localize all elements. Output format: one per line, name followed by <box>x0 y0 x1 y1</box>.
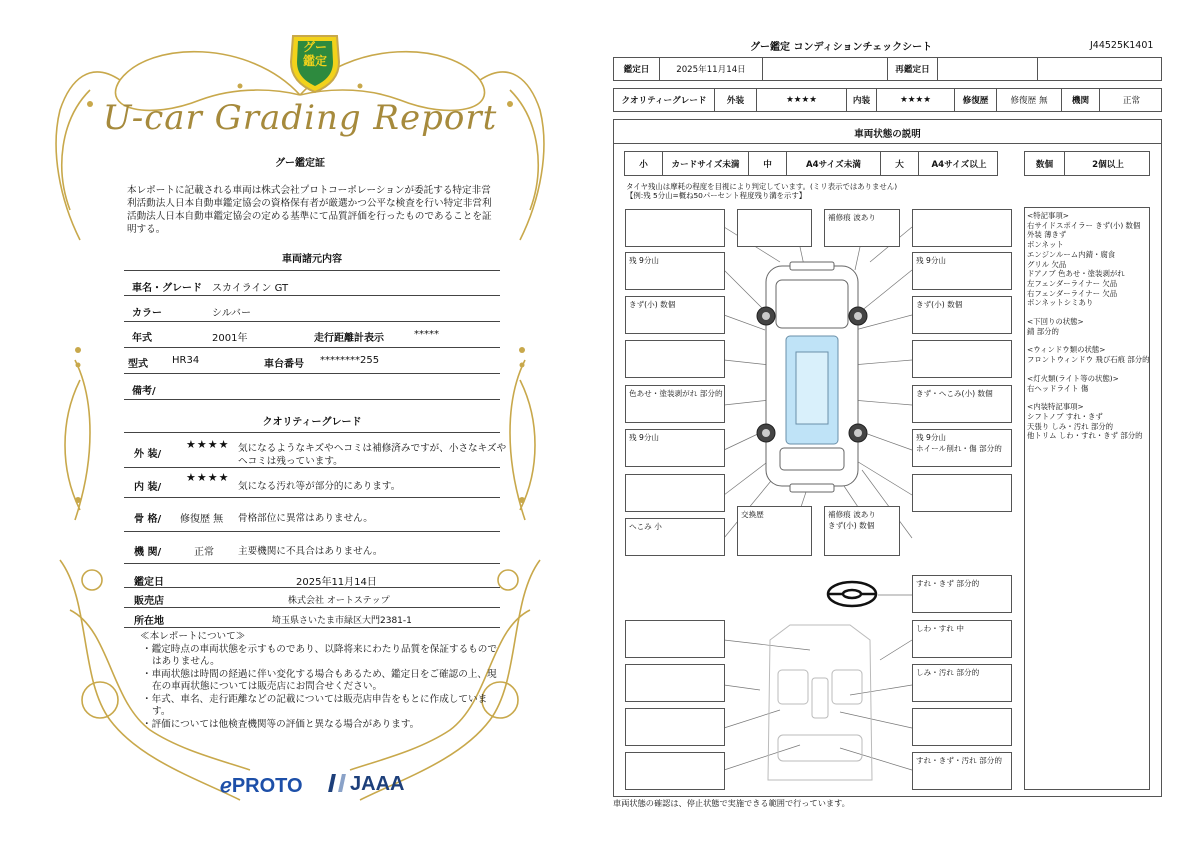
legend-small-desc: カードサイズ未満 <box>663 152 749 175</box>
note-item: ・鑑定時点の車両状態を示すものであり、以降将来にわたり品質を保証するものではありません。 <box>142 643 497 667</box>
quality-section-title: クオリティーグレード <box>262 417 362 428</box>
int-stars: ★★★★ <box>877 89 955 111</box>
damage-box-left-7: へこみ 小 <box>625 518 725 556</box>
document-id: J44525K1401 <box>1090 40 1154 51</box>
spec-chassis-label: 車台番号 <box>264 359 304 370</box>
damage-box-interior-left-3 <box>625 708 725 746</box>
specs-section-title: 車両諸元内容 <box>282 254 342 265</box>
damage-box-front-center-right: 補修痕 波あり <box>824 209 900 247</box>
spec-year-label: 年式 <box>132 333 152 344</box>
damage-box-left-4: 色あせ・塗装剥がれ 部分的 <box>625 385 725 423</box>
damage-box-interior-right-3 <box>912 708 1012 746</box>
date-label: 鑑定日 <box>614 58 660 80</box>
quality-interior-text: 気になる汚れ等が部分的にあります。 <box>238 481 401 492</box>
quality-engine-value: 正常 <box>194 547 214 558</box>
damage-box-rear-center-left: 交換歴 <box>737 506 812 556</box>
special-notes: <特記事項> 右サイドスポイラー きず(小) 数個 外装 薄きず ボンネット エンジンルーム内錆・腐食 グリル 欠品 ドアノブ 色あせ・塗装剥がれ 左フェンダーライナー 欠品 右フェンダーライナー 欠品 ボンネットシミあり <下回りの状態> 錆 部分的 <ウィンドウ類の状態> フロントウィンドウ 飛び石痕 部分的 <灯火類(ライト等の状態)> 右ヘッドライト 傷 <内装特記事項> シフトノブ すれ・きず 天張り しみ・汚れ 部分的 他トリム しわ・すれ・きず 部分的 <box>1027 211 1150 441</box>
spec-remarks-label: 備考/ <box>132 386 156 397</box>
spec-name-value: スカイライン GT <box>212 283 289 294</box>
spec-model-value: HR34 <box>172 355 200 366</box>
damage-box-interior-right-1: しわ・すれ 中 <box>912 620 1012 658</box>
info-date-label: 鑑定日 <box>134 577 164 588</box>
damage-box-steering: すれ・きず 部分的 <box>912 575 1012 613</box>
notes-title: ≪本レポートについて≫ <box>140 631 246 642</box>
spec-model-label: 型式 <box>128 359 148 370</box>
quality-engine-label: 機 関/ <box>134 547 162 558</box>
damage-box-interior-left-2 <box>625 664 725 702</box>
steering-wheel-icon <box>828 582 876 606</box>
spec-mileage-value: ***** <box>414 329 439 340</box>
quality-engine-text: 主要機関に不具合はありません。 <box>238 546 383 557</box>
damage-box-interior-left-4 <box>625 752 725 790</box>
spec-mileage-label: 走行距離計表示 <box>314 333 384 344</box>
tire-note-2: 【例:残 5分山=概ね50パーセント程度残り溝を示す】 <box>626 191 807 200</box>
quality-row-interior <box>124 468 500 498</box>
spec-chassis-value: ********255 <box>320 355 380 366</box>
damage-box-tire-rear-left: 残 9分山 <box>625 429 725 467</box>
note-item: ・年式、車名、走行距離などの記載については販売店申告をもとに作成しています。 <box>142 693 488 717</box>
spec-row-year <box>124 322 500 348</box>
certificate-text: 本レポートに記載される車両は株式会社プロトコーポレーションが委託する特定非営利活動法人日本自動車鑑定協会の資格保有者が厳選かつ公平な検査を行い特定非営利活動法人日本自動車鑑定協会の定める基準にて品質評価を行ったものであることを証明する。 <box>127 185 492 235</box>
quality-row-frame <box>124 498 500 532</box>
description-title: 車両状態の説明 <box>854 129 921 140</box>
damage-box-tire-front-right: 残 9分山 <box>912 252 1012 290</box>
damage-box-interior-right-2: しみ・汚れ 部分的 <box>912 664 1012 702</box>
spec-color-label: カラー <box>132 308 162 319</box>
reinspect-date-label: 再鑑定日 <box>888 58 938 80</box>
damage-box-right-6 <box>912 474 1012 512</box>
info-address-label: 所在地 <box>134 616 164 627</box>
condition-check-sheet <box>600 0 1200 848</box>
damage-box-left-3 <box>625 340 725 378</box>
damage-box-right-4: きず・へこみ(小) 数個 <box>912 385 1012 423</box>
info-shop-value: 株式会社 オートステップ <box>288 596 390 606</box>
quality-interior-stars: ★★★★ <box>186 471 230 484</box>
info-address-value: 埼玉県さいたま市緑区大門2381-1 <box>272 616 412 626</box>
date-value: 2025年11月14日 <box>660 58 763 80</box>
report-title: U-car Grading Report <box>102 98 498 138</box>
note-item: ・評価については他検査機関等の評価と異なる場合があります。 <box>142 718 420 730</box>
legend-large-desc: A4サイズ以上 <box>931 159 987 170</box>
damage-box-interior-left-1 <box>625 620 725 658</box>
sheet-title: グー鑑定 コンディションチェックシート <box>750 42 933 53</box>
tire-note-1: タイヤ残山は摩耗の程度を目視により判定しています。(ミリ表示ではありません) <box>626 182 898 191</box>
certificate-title: グー鑑定証 <box>275 158 325 169</box>
spec-row-color <box>124 296 500 322</box>
quality-row-exterior <box>124 432 507 468</box>
footer-note: 車両状態の確認は、停止状態で実施できる範囲で行っています。 <box>613 798 850 808</box>
damage-box-tire-rear-right: 残 9分山 ホイール削れ・傷 部分的 <box>912 429 1012 467</box>
quality-exterior-label: 外 装/ <box>134 449 162 460</box>
legend-medium-desc: A4サイズ未満 <box>787 152 881 175</box>
note-item: ・車両状態は時間の経過に伴い変化する場合もあるため、鑑定日をご確認の上、現在の車両状態については販売店にお問合せください。 <box>142 668 497 692</box>
legend-count-desc: 2個以上 <box>1092 159 1124 170</box>
spec-row-remarks <box>124 374 500 400</box>
info-shop-label: 販売店 <box>134 596 164 607</box>
damage-box-front-center-left <box>737 209 812 247</box>
damage-box-interior-right-4: すれ・きず・汚れ 部分的 <box>912 752 1012 790</box>
quality-row-engine <box>124 532 500 564</box>
qg-label: クオリティーグレード <box>614 89 715 111</box>
quality-frame-label: 骨 格/ <box>134 514 162 525</box>
repair-value: 修復歴 無 <box>997 89 1062 111</box>
jaaa-logo: JAAA <box>330 773 404 796</box>
info-row-date <box>124 568 500 588</box>
quality-exterior-text-2: ヘコミは残っています。 <box>238 456 343 467</box>
damage-box-rear-center-right: 補修痕 波あり きず(小) 数個 <box>824 506 900 556</box>
spec-name-label: 車名・グレード <box>132 283 202 294</box>
engine-label: 機関 <box>1062 89 1100 111</box>
quality-exterior-text-1: 気になるようなキズやヘコミは補修済みですが、小さなキズや <box>238 443 507 454</box>
engine-value: 正常 <box>1122 96 1141 106</box>
damage-box-left-6 <box>625 474 725 512</box>
info-row-address <box>124 608 500 628</box>
spec-year-value: 2001年 <box>212 333 248 344</box>
proto-logo: ℯPROTO <box>220 775 303 797</box>
info-date-value: 2025年11月14日 <box>296 577 377 588</box>
spec-color-value: シルバー <box>212 308 252 319</box>
damage-box-front-left <box>625 209 725 247</box>
report-notes <box>140 631 500 731</box>
damage-box-left-2: きず(小) 数個 <box>625 296 725 334</box>
damage-box-right-3 <box>912 340 1012 378</box>
spec-row-name <box>124 270 500 296</box>
damage-box-tire-front-left: 残 9分山 <box>625 252 725 290</box>
quality-frame-value: 修復歴 無 <box>180 514 224 525</box>
damage-box-front-right <box>912 209 1012 247</box>
repair-label: 修復歴 <box>955 89 997 111</box>
spec-row-model <box>124 348 500 374</box>
quality-exterior-stars: ★★★★ <box>186 438 230 451</box>
quality-frame-text: 骨格部位に異常はありません。 <box>238 513 373 524</box>
badge-text: グー 鑑定 <box>302 40 327 68</box>
ext-stars: ★★★★ <box>757 89 847 111</box>
quality-interior-label: 内 装/ <box>134 482 162 493</box>
legend-large: 大 <box>881 152 919 175</box>
legend-small: 小 <box>625 152 663 175</box>
ext-label: 外装 <box>715 89 757 111</box>
legend-count: 数個 <box>1025 152 1065 175</box>
int-label: 内装 <box>847 89 877 111</box>
legend-medium: 中 <box>749 152 787 175</box>
damage-box-right-2: きず(小) 数個 <box>912 296 1012 334</box>
info-row-shop <box>124 588 500 608</box>
